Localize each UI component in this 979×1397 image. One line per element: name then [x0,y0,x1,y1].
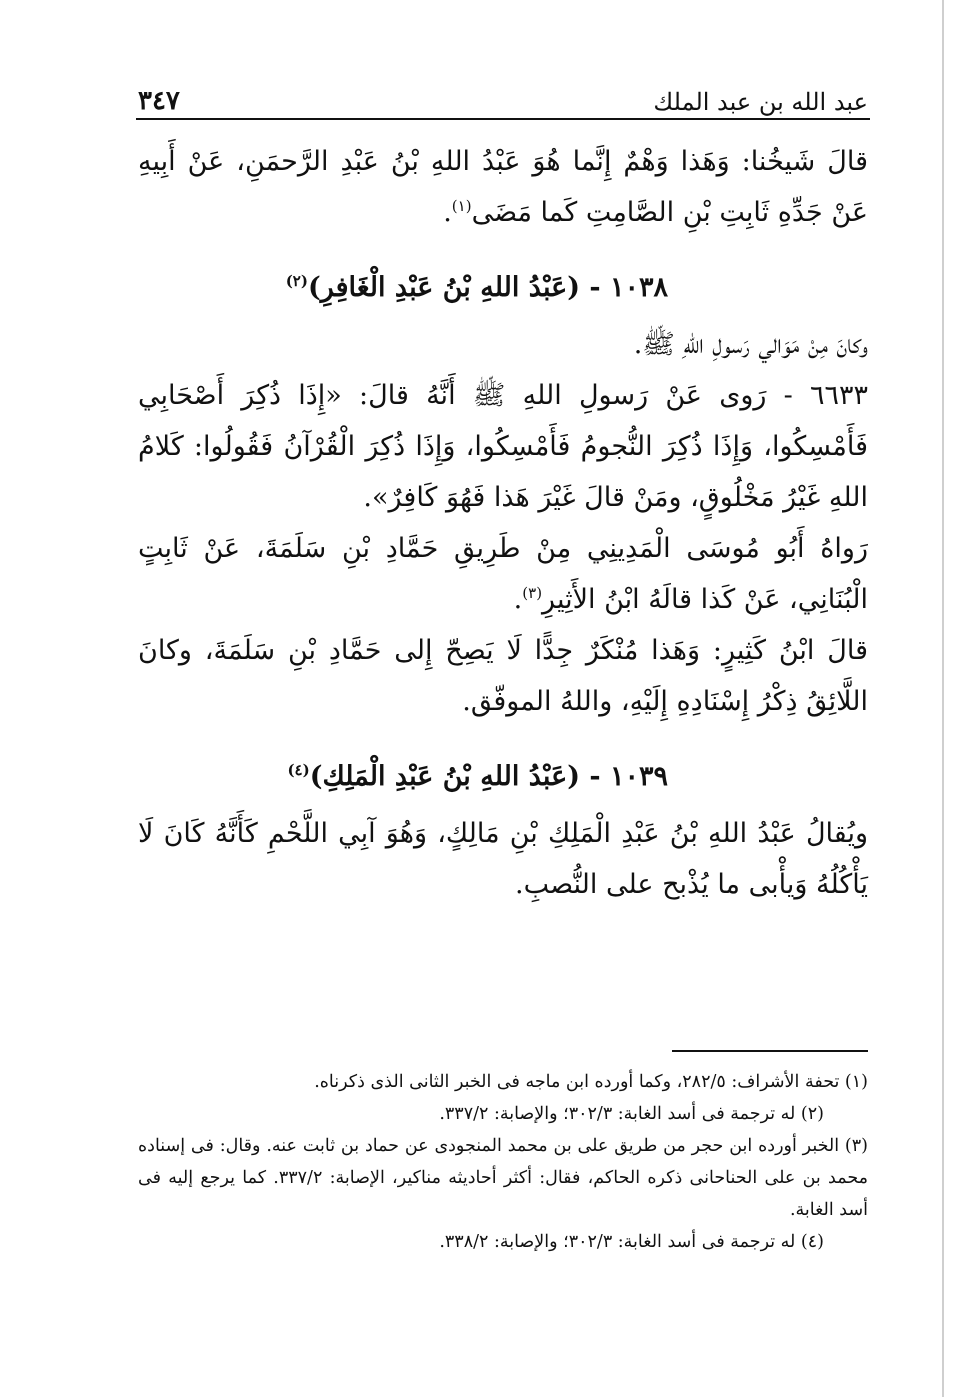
entry-heading [138,262,868,313]
running-header [138,72,868,116]
paragraph: وكانَ مِنْ مَوَالي رَسولِ اللهِ ﷺ. [633,329,868,360]
paragraph-end: . [443,197,452,228]
footnote-separator [672,1050,868,1052]
paragraph: ويُقالُ عَبْدُ اللهِ بْنُ عَبْدِ الْمَلِكِ بْنِ مَالِكٍ، وَهُوَ آبِي اللَّحْمِ كَأَنَّهُ كَانَ لَا يَأْكُلُهُ وَيأْبى ما يُذْبح على النُّصبِ. [138,818,868,900]
entry-heading-text: ١٠٣٩ - (عَبْدُ اللهِ بْنُ عَبْدِ الْمَلِكِ) [309,761,668,792]
footnote-ref: (٢) [285,272,308,290]
main-text [138,136,868,910]
paragraph [138,136,868,238]
scan-edge-line [942,0,944,1397]
footnotes [138,1066,868,1258]
paragraph: قالَ ابْنُ كَثِيرٍ: وَهَذا مُنْكَرٌ جِدًّا لَا يَصِحّ إِلى حَمَّادِ بْنِ سَلَمَةَ، وكانَ اللَّائِقُ ذِكْرُ إِسْنَادِهِ إِلَيْهِ، واللهُ الموفّق. [138,635,868,717]
header-title: عبد الله بن عبد الملك [653,88,868,116]
page-number: ٣٤٧ [138,86,180,116]
footnote-ref: (١) [451,197,472,215]
footnote: (٤) له ترجمة فى أسد الغابة: ٣٠٢/٣؛ والإصابة: ٣٣٨/٢. [439,1232,824,1252]
footnote: (٢) له ترجمة فى أسد الغابة: ٣٠٢/٣؛ والإصابة: ٣٣٧/٢. [439,1104,824,1124]
footnote: (١) تحفة الأشراف: ٢٨٢/٥، وكما أورده ابن ماجه فى الخبر الثانى الذى ذكرناه. [314,1072,868,1092]
header-rule [136,118,870,120]
paragraph-text: قالَ شَيخُنا: وَهَذا وَهْمٌ إِنَّما هُوَ عَبْدُ اللهِ بْنُ عَبْدِ الرَّحمَنِ، عَنْ أَبِيهِ عَنْ جَدِّهِ ثَابِتِ بْنِ الصَّامِتِ كَما مَضَى [138,146,868,228]
footnote: (٣) الخبر أورده ابن حجر من طريق على بن محمد المنجودى عن حماد بن ثابت عنه. وقال: فى إسناده محمد بن على الحناحانى ذكره الحاكم، فقال: أكثر أحاديثه مناكير، الإصابة: ٣٣٧/٢. كما يرجع إليه فى أسد الغابة. [138,1136,869,1220]
paragraph: ٦٦٣٣ - رَوى عَنْ رَسولِ اللهِ ﷺ أَنَّهُ قالَ: «إِذَا ذُكِرَ أَصْحَابِي فَأَمْسِكُوا، وَإِذَا ذُكِرَ النُّجومُ فَأَمْسِكُوا، وَإِذَا ذُكِرَ الْقُرْآنُ فَقُولُوا: كَلامُ اللهِ غَيْرُ مَخْلُوقٍ، ومَنْ قالَ غَيْرَ هَذا فَهُوَ كَافِرٌ». [138,380,868,513]
paragraph-text: رَواهُ أَبُو مُوسَى الْمَدِينِي مِنْ طَرِيقِ حَمَّادِ بْنِ سَلَمَةَ، عَنْ ثَابِتٍ الْبُنَانِي، عَنْ كَذا قالَهُ ابْنُ الأَثِيرِ [138,533,868,615]
footnote-ref: (٤) [287,761,310,779]
paragraph [138,523,868,625]
entry-heading-text: ١٠٣٨ - (عَبْدُ اللهِ بْنُ عَبْدِ الْغَافِرِ) [307,272,668,303]
entry-heading [138,751,868,802]
footnote-ref: (٣) [522,584,543,602]
paragraph-end: . [513,584,523,615]
